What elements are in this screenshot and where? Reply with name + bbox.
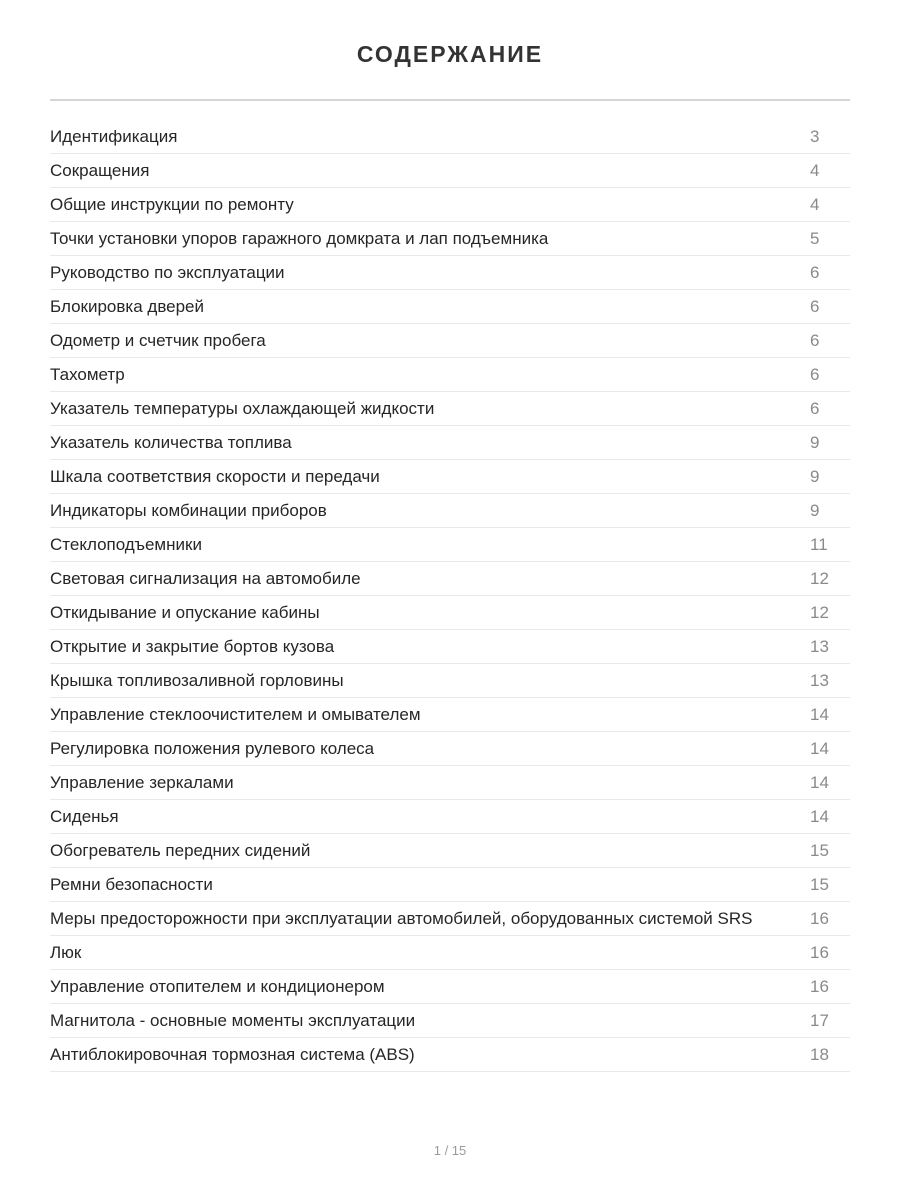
toc-entry-title: Стеклоподъемники [50, 535, 202, 554]
toc-entry[interactable] [50, 562, 850, 596]
toc-entry-page-number: 4 [810, 161, 820, 180]
toc-entry[interactable] [50, 970, 850, 1004]
toc-entry-page-number: 14 [810, 705, 829, 724]
toc-entry[interactable] [50, 494, 850, 528]
toc-entry-page-number: 16 [810, 909, 829, 928]
toc-entry-title: Обогреватель передних сидений [50, 841, 311, 860]
toc-entry-page-number: 5 [810, 229, 820, 248]
toc-entry-title: Откидывание и опускание кабины [50, 603, 320, 622]
toc-entry-page-number: 15 [810, 875, 829, 894]
toc-entry-page-number: 6 [810, 331, 820, 350]
toc-entry-title: Идентификация [50, 127, 178, 146]
toc-entry-title: Управление стеклоочистителем и омывателем [50, 705, 421, 724]
toc-entry-page-number: 16 [810, 943, 829, 962]
toc-entry-page-number: 14 [810, 739, 829, 758]
toc-entry-title: Индикаторы комбинации приборов [50, 501, 327, 520]
toc-entry[interactable] [50, 188, 850, 222]
toc-entry-title: Одометр и счетчик пробега [50, 331, 266, 350]
toc-entry-title: Магнитола - основные моменты эксплуатации [50, 1011, 416, 1030]
page-title: СОДЕРЖАНИЕ [356, 41, 544, 67]
toc-entry-title: Шкала соответствия скорости и передачи [50, 467, 380, 486]
toc-entry-page-number: 14 [810, 807, 829, 826]
page-indicator: 1 / 15 [433, 1143, 467, 1158]
toc-entry-title: Тахометр [50, 365, 125, 384]
toc-entry-page-number: 6 [810, 365, 820, 384]
toc-entry[interactable] [50, 800, 850, 834]
toc-entry-page-number: 6 [810, 399, 820, 418]
toc-entry-title: Указатель температуры охлаждающей жидкости [50, 399, 435, 418]
toc-entry-title: Антиблокировочная тормозная система (ABS) [50, 1045, 415, 1064]
toc-entry-title: Сокращения [50, 161, 150, 180]
toc-entry-page-number: 9 [810, 433, 820, 452]
toc-entry-page-number: 13 [810, 637, 829, 656]
toc-entry-title: Общие инструкции по ремонту [50, 195, 294, 214]
toc-entry-title: Ремни безопасности [50, 875, 213, 894]
table-of-contents [50, 120, 850, 1072]
toc-entry[interactable] [50, 868, 850, 902]
toc-entry[interactable] [50, 290, 850, 324]
toc-entry-title: Сиденья [50, 807, 119, 826]
toc-entry[interactable] [50, 358, 850, 392]
toc-entry-page-number: 16 [810, 977, 829, 996]
toc-entry-title: Точки установки упоров гаражного домкрата и лап подъемника [50, 229, 549, 248]
toc-entry[interactable] [50, 664, 850, 698]
toc-entry[interactable] [50, 596, 850, 630]
toc-entry-title: Управление отопителем и кондиционером [50, 977, 385, 996]
toc-entry-page-number: 3 [810, 127, 820, 146]
toc-entry-page-number: 4 [810, 195, 820, 214]
toc-entry-title: Меры предосторожности при эксплуатации автомобилей, оборудованных системой SRS [50, 909, 753, 928]
toc-entry-title: Люк [50, 943, 82, 962]
toc-entry-title: Крышка топливозаливной горловины [50, 671, 344, 690]
toc-entry-page-number: 17 [810, 1011, 829, 1030]
toc-entry[interactable] [50, 698, 850, 732]
toc-entry[interactable] [50, 902, 850, 936]
toc-entry[interactable] [50, 936, 850, 970]
toc-entry[interactable] [50, 630, 850, 664]
toc-entry-title: Открытие и закрытие бортов кузова [50, 637, 335, 656]
toc-entry[interactable] [50, 1004, 850, 1038]
toc-entry-page-number: 15 [810, 841, 829, 860]
toc-entry[interactable] [50, 324, 850, 358]
toc-entry[interactable] [50, 834, 850, 868]
toc-entry-page-number: 13 [810, 671, 829, 690]
toc-entry-title: Световая сигнализация на автомобиле [50, 569, 361, 588]
toc-entry-title: Указатель количества топлива [50, 433, 292, 452]
toc-entry-title: Управление зеркалами [50, 773, 234, 792]
toc-entry-title: Регулировка положения рулевого колеса [50, 739, 375, 758]
toc-entry[interactable] [50, 460, 850, 494]
toc-entry-title: Блокировка дверей [50, 297, 205, 316]
toc-entry-title: Руководство по эксплуатации [50, 263, 285, 282]
toc-entry[interactable] [50, 222, 850, 256]
toc-entry-page-number: 9 [810, 467, 820, 486]
toc-entry-page-number: 6 [810, 297, 820, 316]
toc-entry-page-number: 14 [810, 773, 829, 792]
toc-entry[interactable] [50, 154, 850, 188]
toc-entry[interactable] [50, 426, 850, 460]
toc-entry-page-number: 9 [810, 501, 820, 520]
toc-entry[interactable] [50, 1038, 850, 1072]
toc-entry-page-number: 12 [810, 603, 829, 622]
title-divider [50, 99, 850, 101]
toc-entry-page-number: 11 [810, 535, 828, 554]
toc-entry-page-number: 12 [810, 569, 829, 588]
toc-entry[interactable] [50, 766, 850, 800]
toc-entry[interactable] [50, 120, 850, 154]
toc-entry[interactable] [50, 256, 850, 290]
toc-entry-page-number: 6 [810, 263, 820, 282]
toc-entry[interactable] [50, 392, 850, 426]
toc-entry[interactable] [50, 732, 850, 766]
toc-entry-page-number: 18 [810, 1045, 829, 1064]
toc-entry[interactable] [50, 528, 850, 562]
